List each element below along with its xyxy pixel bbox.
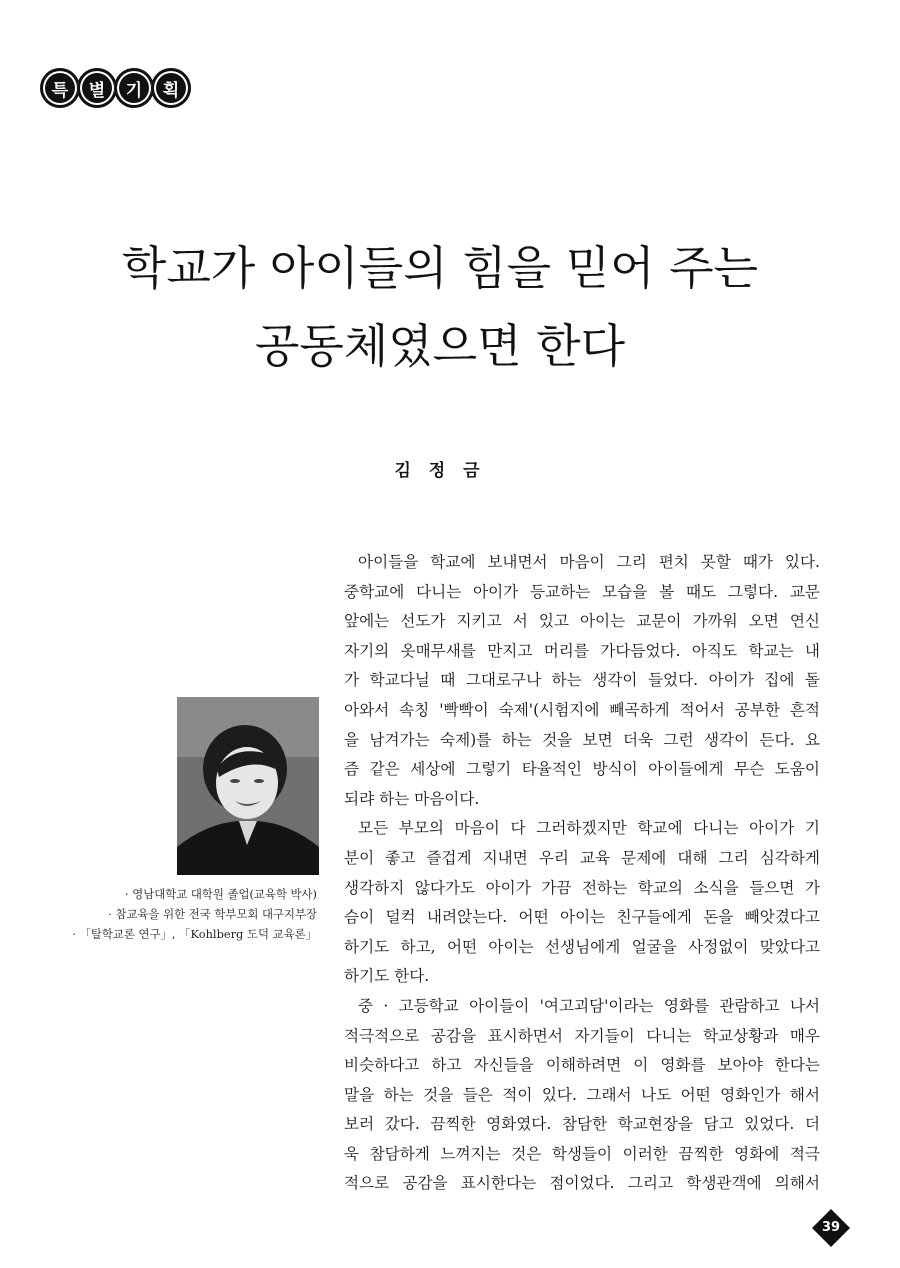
body-line: 되랴 하는 마음이다. xyxy=(344,789,480,808)
body-line: 적으로 공감을 표시한다는 점이었다. 그리고 학생관객에 의해서 xyxy=(344,1174,820,1193)
badge-char: 별 xyxy=(77,68,117,108)
badge-char: 특 xyxy=(40,68,80,108)
profile-line: · 「탈학교론 연구」, 「Kohlberg 도덕 교육론」 xyxy=(72,927,317,941)
special-feature-badge xyxy=(40,68,188,108)
body-line: 하기도 하고, 어떤 아이는 선생님에게 얼굴을 사정없이 맞았다고 xyxy=(344,937,820,956)
body-line: 즘 같은 세상에 그렇기 타율적인 방식이 아이들에게 무슨 도움이 xyxy=(344,760,820,779)
body-line: 비슷하다고 하고 자신들을 이해하려면 이 영화를 보아야 한다는 xyxy=(344,1056,820,1075)
article-title-line-2: 공동체였으면 한다 xyxy=(254,319,626,373)
portrait-image xyxy=(177,697,319,875)
profile-line: · 참교육을 위한 전국 학부모회 대구지부장 xyxy=(108,907,317,921)
body-line: 보러 갔다. 끔찍한 영화였다. 참담한 학교현장을 담고 있었다. 더 xyxy=(344,1115,820,1134)
body-line: 앞에는 선도가 지키고 서 있고 아이는 교문이 가까워 오면 연신 xyxy=(344,612,820,631)
article-title-line-1: 학교가 아이들의 힘을 믿어 주는 xyxy=(121,241,759,295)
page-number xyxy=(812,1209,850,1247)
author-profile xyxy=(60,884,317,944)
body-line: 말을 하는 것을 들은 적이 있다. 그래서 나도 어떤 영화인가 해서 xyxy=(344,1085,820,1104)
article-body xyxy=(344,548,820,1199)
body-line: 욱 참담하게 느껴지는 것은 학생들이 이러한 끔찍한 영화에 적극 xyxy=(344,1144,820,1163)
profile-line: · 영남대학교 대학원 졸업(교육학 박사) xyxy=(124,887,317,901)
body-line: 아와서 속칭 '빡빡이 숙제'(시험지에 빼곡하게 적어서 공부한 흔적 xyxy=(344,700,820,719)
body-line: 자기의 옷매무새를 만지고 머리를 가다듬었다. 아직도 학교는 내 xyxy=(344,641,820,660)
body-line: 을 남겨가는 숙제)를 하는 것을 보면 더욱 그런 생각이 든다. 요 xyxy=(344,730,820,749)
body-line: 하기도 한다. xyxy=(344,967,430,986)
badge-char: 획 xyxy=(151,68,191,108)
body-line: 중 · 고등학교 아이들이 '여고괴담'이라는 영화를 관람하고 나서 xyxy=(358,996,820,1015)
page-number-text: 39 xyxy=(821,1220,841,1235)
body-line: 중학교에 다니는 아이가 등교하는 모습을 볼 때도 그렇다. 교문 xyxy=(344,582,820,601)
body-line: 슴이 덜컥 내려앉는다. 어떤 아이는 친구들에게 돈을 빼앗겼다고 xyxy=(344,908,820,927)
body-line: 모든 부모의 마음이 다 그러하겠지만 학교에 다니는 아이가 기 xyxy=(358,819,820,838)
body-line: 적극적으로 공감을 표시하면서 자기들이 다니는 학교상황과 매우 xyxy=(344,1026,820,1045)
body-line: 아이들을 학교에 보내면서 마음이 그리 편치 못할 때가 있다. xyxy=(358,553,820,571)
body-line: 가 학교다닐 때 그대로구나 하는 생각이 들었다. 아이가 집에 돌 xyxy=(344,671,820,690)
author-name: 김 정 금 xyxy=(394,461,486,481)
author-photo xyxy=(177,697,319,875)
body-line: 생각하지 않다가도 아이가 가끔 전하는 학교의 소식을 들으면 가 xyxy=(344,878,820,897)
body-line: 분이 좋고 즐겁게 지내면 우리 교육 문제에 대해 그리 심각하게 xyxy=(344,848,820,867)
badge-char: 기 xyxy=(114,68,154,108)
